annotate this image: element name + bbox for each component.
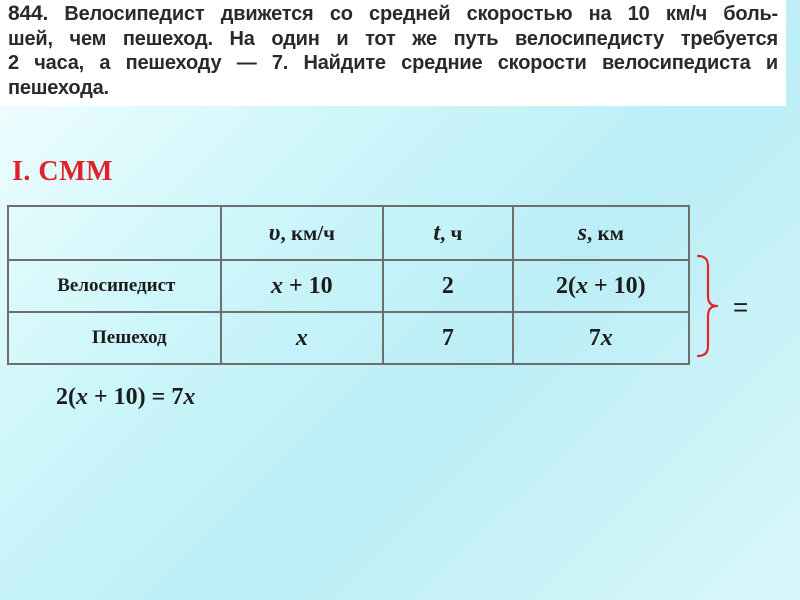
pedestrian-speed [221,312,383,364]
pedestrian-time: 7 [383,312,513,364]
pedestrian-speed-var: x [295,324,308,351]
equation-mid: + 10) = 7 [88,384,184,410]
problem-number: 844. [8,2,49,25]
problem-line-2: шей, чем пешеход. На один и тот же путь велосипедисту требуется [8,27,778,50]
equation-var-1: x [76,384,88,410]
pedestrian-distance-pre: 7 [588,324,601,351]
header-empty-cell [8,206,221,260]
header-time-var: t [433,219,440,246]
pedestrian-distance-var: x [600,324,613,351]
cyclist-time: 2 [383,260,513,312]
row-label-cyclist: Велосипедист [8,260,221,312]
cyclist-speed-rest: + 10 [283,272,333,299]
equals-sign: = [733,292,749,322]
cyclist-distance-post: + 10) [587,272,646,299]
problem-line-4: пешехода. [8,76,109,99]
header-distance-var: s [577,219,587,246]
smm-table [7,205,690,365]
cyclist-distance [513,260,689,312]
row-label-pedestrian: Пешеход [8,312,221,364]
curly-brace-path [698,256,717,356]
problem-statement [0,0,786,106]
header-time [383,206,513,260]
header-distance-unit: , км [587,220,624,245]
problem-line-3: 2 часа, а пешеходу — 7. Найдите средние скорости велосипедиста и [8,52,778,74]
cyclist-distance-var: x [575,272,588,299]
header-time-unit: , ч [439,220,463,245]
curly-brace-icon [696,254,720,358]
table-header-row [8,206,689,260]
header-speed [221,206,383,260]
equation [56,384,195,411]
equation-pre: 2( [56,384,76,410]
equation-var-2: x [183,384,196,410]
cyclist-distance-pre: 2( [555,272,576,299]
table-row [8,312,689,364]
cyclist-speed [221,260,383,312]
header-distance [513,206,689,260]
header-speed-unit: , км/ч [280,220,336,245]
cyclist-speed-var: x [271,272,283,299]
header-speed-var: υ [268,219,281,246]
section-title: I. СММ [12,156,113,187]
problem-text-1: Велосипедист движется со средней скоростью на 10 км/ч боль- [64,3,779,25]
pedestrian-distance [513,312,689,364]
table-row [8,260,689,312]
problem-line-1 [8,2,778,27]
